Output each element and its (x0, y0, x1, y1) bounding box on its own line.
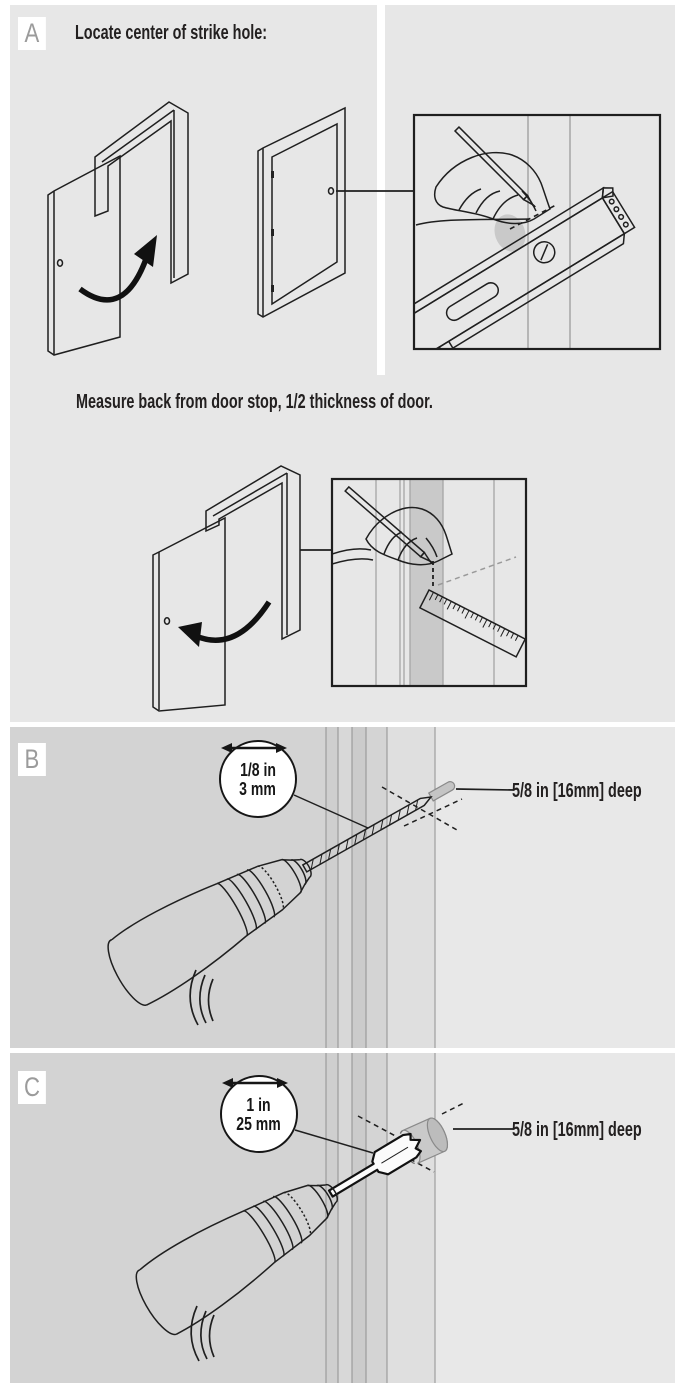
hinge-mark (271, 171, 274, 178)
step-a-illustration (10, 5, 675, 722)
knob-hole-mark (58, 260, 63, 266)
swing-arrow-icon (80, 235, 157, 300)
diameter-arrow-icon (221, 742, 287, 754)
drill-size-metric: 3 mm (239, 778, 277, 799)
step-a-panel (10, 5, 675, 722)
hinge-mark (271, 285, 274, 292)
step-a-badge: A (18, 17, 46, 50)
step-c-illustration (10, 1053, 675, 1383)
level-marking-detail-box (296, 115, 660, 432)
swing-arrow-icon (178, 602, 269, 647)
drill-size-imperial: 1/8 in (240, 759, 276, 780)
step-c-badge: C (18, 1071, 46, 1104)
door-open-illustration-2 (153, 466, 300, 711)
depth-note: 5/8 in [16mm] deep (512, 1119, 642, 1141)
door-closed-illustration (258, 108, 345, 317)
door-open-illustration (48, 102, 188, 355)
drill-size-metric: 25 mm (236, 1113, 282, 1134)
step-b-illustration (10, 727, 675, 1048)
door-jamb-background (10, 727, 675, 1048)
step-b-badge: B (18, 743, 46, 776)
knob-hole-mark (165, 618, 170, 624)
strike-center-mark (329, 188, 334, 194)
drill-size-callout (219, 740, 297, 818)
ruler-measuring-detail-box (332, 479, 526, 686)
hinge-mark (271, 229, 274, 236)
depth-note: 5/8 in [16mm] deep (512, 780, 642, 802)
door-jamb-background (10, 1053, 675, 1383)
step-b-panel (10, 727, 675, 1048)
panel-divider (377, 5, 385, 375)
callout-line (456, 789, 514, 790)
step-a-title: Locate center of strike hole: (75, 22, 268, 44)
drill-size-imperial: 1 in (246, 1094, 272, 1115)
drill-size-callout (220, 1075, 298, 1153)
step-c-panel (10, 1053, 675, 1383)
step-a-note: Measure back from door stop, 1/2 thickness of door. (76, 391, 433, 413)
diameter-arrow-icon (222, 1077, 288, 1089)
